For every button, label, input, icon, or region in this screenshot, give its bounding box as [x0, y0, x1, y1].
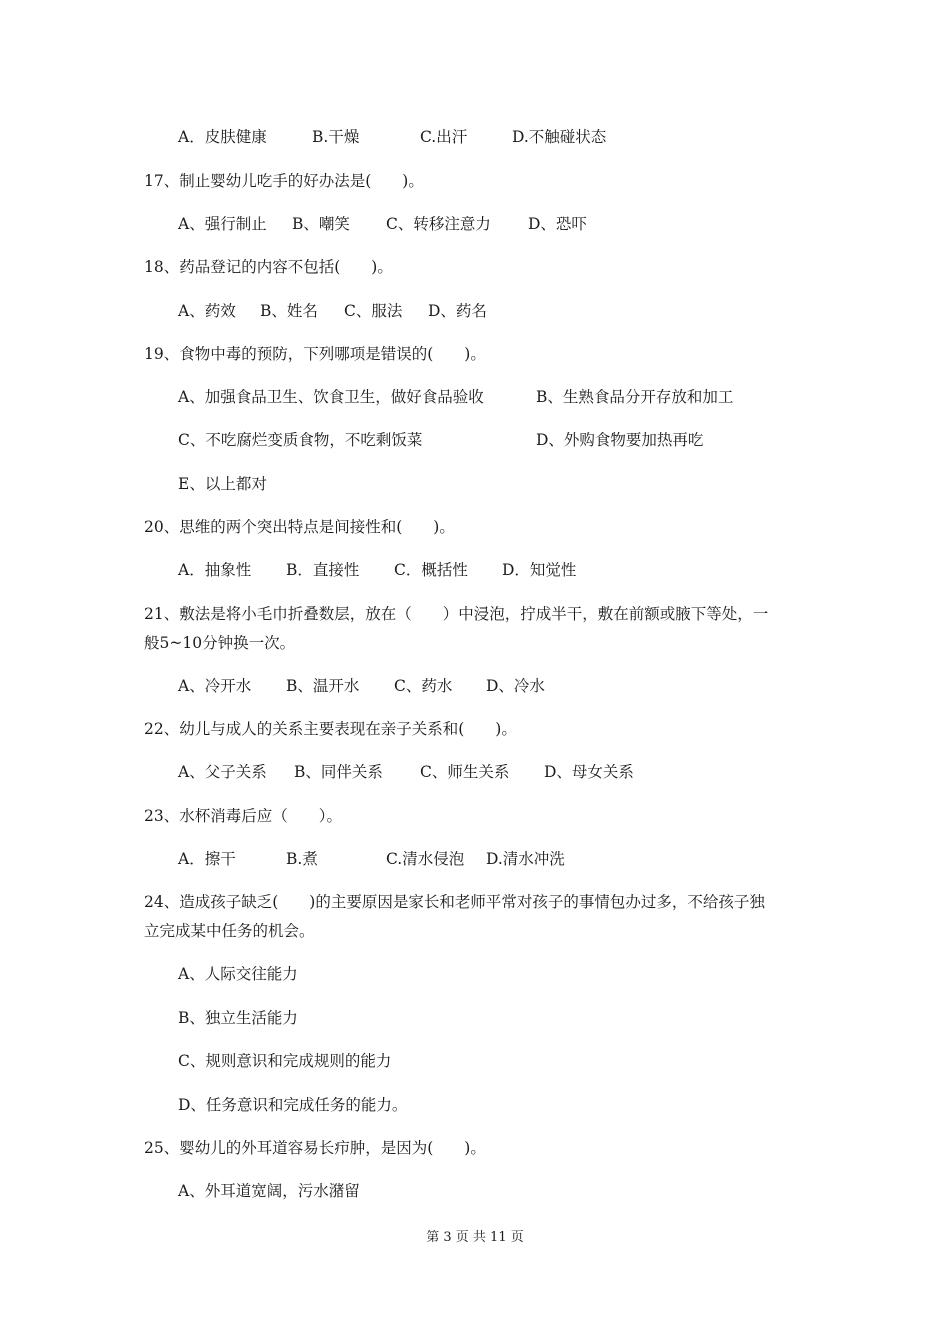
- option-b: B、姓名: [260, 302, 318, 320]
- page-footer: 第 3 页 共 11 页: [426, 1230, 524, 1245]
- option-a: A、人际交往能力: [178, 965, 298, 983]
- option-c: C.出汗: [420, 128, 468, 146]
- question-23: 23、水杯消毒后应（ ）。: [144, 807, 342, 825]
- option-d: D、母女关系: [544, 763, 634, 781]
- option-a: A．皮肤健康: [178, 128, 267, 146]
- option-c: C、不吃腐烂变质食物，不吃剩饭菜: [178, 431, 423, 449]
- option-b: B、生熟食品分开存放和加工: [536, 388, 734, 406]
- question-22: 22、幼儿与成人的关系主要表现在亲子关系和( )。: [144, 720, 517, 738]
- option-d: D、恐吓: [528, 215, 587, 233]
- option-d: D．知觉性: [502, 561, 577, 579]
- question-20: 20、思维的两个突出特点是间接性和( )。: [144, 518, 455, 536]
- option-b: B、独立生活能力: [178, 1009, 298, 1027]
- question-25: 25、婴幼儿的外耳道容易长疖肿，是因为( )。: [144, 1139, 486, 1157]
- question-21-line-2: 般5~10分钟换一次。: [144, 634, 296, 652]
- option-c: C、师生关系: [420, 763, 510, 781]
- question-19: 19、食物中毒的预防，下列哪项是错误的( )。: [144, 345, 486, 363]
- option-d: D.不触碰状态: [512, 128, 607, 146]
- option-c: C、规则意识和完成规则的能力: [178, 1052, 392, 1070]
- option-a: A、冷开水: [178, 677, 252, 695]
- option-d: D、冷水: [486, 677, 545, 695]
- option-b: B、温开水: [286, 677, 360, 695]
- question-21-line-1: 21、敷法是将小毛巾折叠数层，放在（ ）中浸泡，拧成半干，敷在前额或腋下等处，一: [144, 605, 769, 623]
- option-a: A、外耳道宽阔，污水潴留: [178, 1182, 360, 1200]
- option-b: B、嘲笑: [292, 215, 350, 233]
- question-24-line-1: 24、造成孩子缺乏( )的主要原因是家长和老师平常对孩子的事情包办过多，不给孩子独: [144, 893, 765, 911]
- option-d: D、外购食物要加热再吃: [536, 431, 704, 449]
- option-e: E、以上都对: [178, 475, 267, 493]
- option-c: C、服法: [344, 302, 403, 320]
- option-a: A、药效: [178, 302, 236, 320]
- option-a: A、强行制止: [178, 215, 267, 233]
- option-a: A．擦干: [178, 850, 236, 868]
- option-b: B．直接性: [286, 561, 360, 579]
- option-d: D、药名: [428, 302, 487, 320]
- option-c: C、药水: [394, 677, 453, 695]
- option-d: D.清水冲洗: [486, 850, 565, 868]
- option-a: A、加强食品卫生、饮食卫生，做好食品验收: [178, 388, 484, 406]
- option-b: B.干燥: [312, 128, 360, 146]
- option-c: C、转移注意力: [386, 215, 491, 233]
- option-c: C.清水侵泡: [386, 850, 465, 868]
- question-24-line-2: 立完成某中任务的机会。: [144, 922, 315, 940]
- option-b: B.煮: [286, 850, 318, 868]
- question-17: 17、制止婴幼儿吃手的好办法是( )。: [144, 172, 424, 190]
- option-a: A、父子关系: [178, 763, 267, 781]
- option-b: B、同伴关系: [294, 763, 383, 781]
- option-a: A．抽象性: [178, 561, 252, 579]
- option-d: D、任务意识和完成任务的能力。: [178, 1096, 408, 1114]
- option-c: C．概括性: [394, 561, 468, 579]
- question-18: 18、药品登记的内容不包括( )。: [144, 258, 393, 276]
